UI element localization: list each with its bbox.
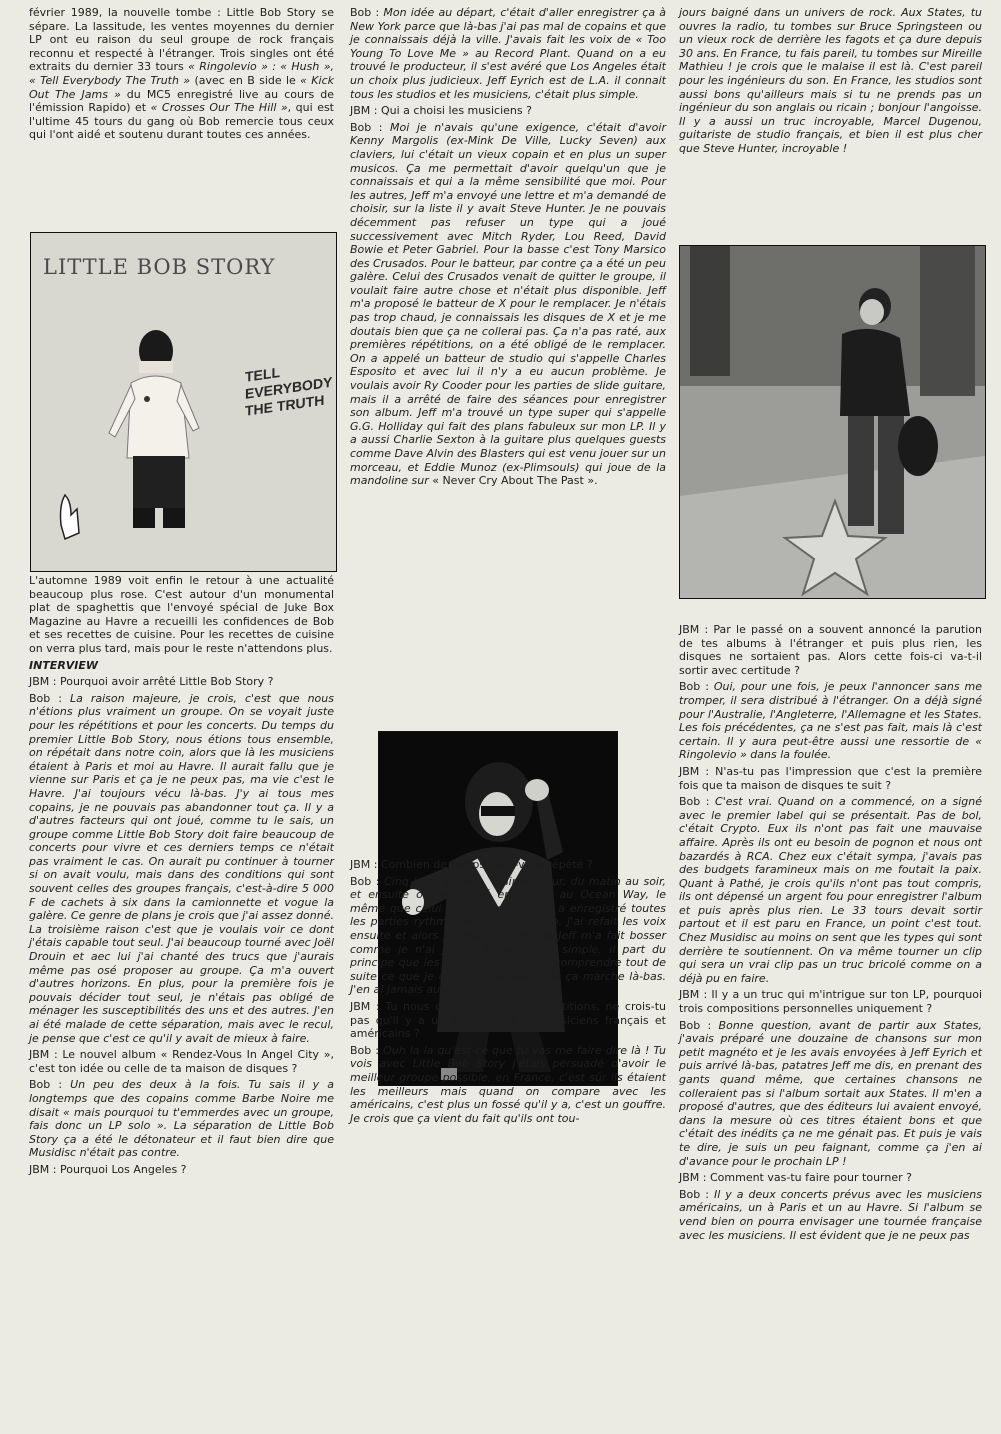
question-8: JBM : N'as-tu pas l'impression que c'est la première fois que ta maison de disques te suit ? — [679, 764, 982, 792]
question-7: JBM : Par le passé on a souvent annoncé la parution de tes albums à l'étranger et puis plus rien, les disques ne sortaient pas. Alors cette fois-ci va-t-il sortir avec certitude ? — [679, 623, 982, 677]
intro-segment: « Crosses Our The Hill » — [150, 101, 288, 115]
column-2 — [350, 6, 666, 491]
question-1: JBM : Pourquoi avoir arrêté Little Bob Story ? — [29, 675, 274, 689]
question-6: JBM : Tu nous dis cinq jours de répétitions, ne crois-tu pas qu'il y a un fossé entre les musiciens français et américains ? — [350, 999, 666, 1041]
intro-segment: « Kick Out The Jams » — [29, 73, 334, 101]
answer-3: Bob : Mon idée au départ, c'était d'aller enregistrer ça à New York parce que là-bas j'ai pas mal de copains et que je connaissais déjà la ville. J'avais fait les voix de « Too Young To Love Me » au Record Plant. Quand on a eu trouvé le producteur, il s'est avéré que Los Angeles était un choix plus judicieux. Jeff Eyrich est de L.A. il connait tous les studios et les musiciens, c'était plus simple. — [350, 6, 666, 101]
interview-heading: INTERVIEW — [29, 658, 99, 672]
question-5: JBM : Combien de temps avez-vous répété ? — [350, 858, 593, 871]
question-10: JBM : Comment vas-tu faire pour tourner ? — [679, 1171, 912, 1185]
question-4: JBM : Qui a choisi les musiciens ? — [350, 104, 532, 118]
question-3: JBM : Pourquoi Los Angeles ? — [29, 1162, 187, 1176]
walk-of-fame-photo — [679, 245, 986, 599]
answer-8: Bob : C'est vrai. Quand on a commencé, on a signé avec le premier label qui se présentait. Pas de bol, c'était Crypto. Eux ils n'ont pas fait une mauvaise affaire. Après ils ont eu besoin de pognon et nous ont bazardés à RCA. Chez eux c'était sympa, j'avais pas des budgets faramineux mais on me foutait la paix. Quant à Pathé, je crois qu'ils n'ont pas tout compris, ils ont dépensé un argent fou pour enregistrer l'album et puis après plus rien. Le 33 tours devait sortir partout et il est paru en France, un point c'est tout. Chez Musidisc au moins on sent que les types qui sont derrière te soutiennent. On va même tourner un clip qui sera un vrai clip pas un truc bricolé comme on a déjà pu en faire. — [679, 795, 982, 985]
intro-segment: , qui est l'ultime 45 tours du gang où Bob remercie tous ceux qui l'ont aidé et soutenu durant toutes ces années. — [29, 101, 334, 142]
column-2-lower — [350, 858, 666, 1128]
intro-segment: du MC5 enregistré live au cours de l'émission Rapido) et — [29, 87, 334, 115]
column-1-lower — [29, 574, 334, 1180]
automne-paragraph: L'automne 1989 voit enfin le retour à une actualité beaucoup plus rose. C'est autour d'un monumental plat de spaghettis que l'envoyé spécial de Juke Box Magazine au Havre a recueilli les confidences de Bob et ses recettes de cuisine. Pour les recettes de cuisine on verra plus tard, mais pour le reste n'attendons plus. — [29, 574, 334, 655]
album-cover-title: LITTLE BOB STORY — [43, 255, 276, 279]
answer-6: Bob : Ouh la la qu'est-ce que tu vas me faire dire là ! Tu vois avec Little Bob Story j'étais persuadé d'avoir le meilleur groupe possible, en France, c'est sûr ils étaient les meilleurs mais quand on compare avec les américains, c'est plus un fossé qu'il y a, c'est un gouffre. Je crois que ça vient du fait qu'ils ont tou- — [350, 1043, 666, 1125]
answer-2: Bob : Un peu des deux à la fois. Tu sais il y a longtemps que des copains comme Barbe Noire me disait « mais pourquoi tu t'emmerdes avec un groupe, fais donc un LP solo ». La séparation de Little Bob Story ça a été le détonateur et il faut bien dire que Musidisc n'était pas contre. — [29, 1078, 334, 1160]
answer-6-continued: jours baigné dans un univers de rock. Aux States, tu ouvres la radio, tu tombes sur Bruce Springsteen ou un vieux rock de derrière les fagots et ça dure depuis 30 ans. En France, tu fais pareil, tu tombes sur Mireille Mathieu ! je crois que le malaise il est là. C'est pareil pour les ingénieurs du son. En France, les studios sont aussi bons qu'ailleurs mais si tu ne prends pas un ingénieur du son anglais ou ricain ; bonjour l'angoisse. Il y a aussi un truc incroyable, Marcel Dugenou, guitariste de studio français, et bien il est plus cher que Steve Hunter, incroyable ! — [679, 6, 982, 155]
answer-10: Bob : Il y a deux concerts prévus avec les musiciens américains, un à Paris et un au Havre. Si l'album se vend bien on pourra envisager une tournée française avec les musiciens. Il est évident que je ne peux pas — [679, 1187, 982, 1242]
walk-of-fame-figure — [680, 246, 985, 598]
answer-4: Bob : Moi je n'avais qu'une exigence, c'était d'avoir Kenny Margolis (ex-Mink De Ville, Lucky Seven) aux claviers, lui c'était un vieux copain et en plus un super musicos. Ça me permettait d'avoir quelqu'un que je connaissais et qui a la même sensibilité que moi. Pour les autres, Jeff m'a envoyé une lettre et m'a demandé de choisir, sur la liste il y avait Steve Hunter. Je ne pouvais décemment pas refuser un type qui a joué successivement avec Mitch Ryder, Lou Reed, David Bowie et Peter Gabriel. Pour la basse c'est Tony Marsico des Crusados. Pour le batteur, par contre ça a été un peu galère. Celui des Crusados venait de quitter le groupe, il voulait faire autre chose et n'était plus disponible. Jeff m'a proposé le batteur de X pour le remplacer. Je n'étais pas trop chaud, je connaissais les disques de X et je me doutais bien que ça ne collerai pas. Ça n'a pas raté, aux premières répétitions, on a été obligé de le remplacer. On a appelé un batteur de studio qui s'appelle Charles Esposito et avec lui il n'y a eu aucun problème. Je voulais avoir Ry Cooder pour les parties de slide guitare, mais il a arrêté de faire des séances pour enregistrer son album. Jeff m'a trouvé un type super qui s'appelle G.G. Holliday qui fait des plans fabuleux sur mon LP. Il y a aussi Charlie Sexton à la guitare plus quelques guests comme Dave Alvin des Blasters qui est venu jouer sur un morceau, et Eddie Munoz (ex-Plimsouls) qui joue de la mandoline sur « Never Cry About The Past ». — [350, 120, 666, 488]
answer-9: Bob : Bonne question, avant de partir aux States, j'avais préparé une douzaine de chansons sur mon petit magnéto et je les avais envoyées à Jeff Eyrich et puis arrivé là-bas, patatres Jeff me dis, en prenant des gants quand même, que certaines chansons ne colleraient pas si l'album sortait aux States. Il m'en a proposé d'autres, que des éditeurs lui avaient envoyé, dans la mesure où ces titres étaient bons et que c'était des inédits ça ne me génait pas. Et puis je vais te dire, je suis un peu faignant, comme ça j'en ai d'avance pour le prochain LP ! — [679, 1018, 982, 1168]
intro-segment: « Ringolevio » : « Hush », « Tell Everybody The Truth » — [29, 60, 334, 87]
answer-1: Bob : La raison majeure, je crois, c'est que nous n'étions plus vraiment un groupe. On se voyait juste pour les répétitions et pour les concerts. Du temps du premier Little Bob Story, nous étions tous ensemble, on répétait dans notre coin, alors que là les musiciens étaient à Paris et moi au Havre. Il aurait fallu que je vienne sur Paris et ça je ne peux pas, ma vie c'est le Havre. J'ai toujours vécu là-bas. J'y ai tous mes copains, je ne pouvais pas abandonner tout ça. Il y a d'autres facteurs qui ont joué, comme tu le sais, un groupe comme Little Bob Story doit faire beaucoup de concerts pour vivre et ces derniers temps ce n'était pas vraiment le cas. On aurait pu continuer à tourner si on avait voulu, mais dans des conditions qui sont souvent celles des groupes français, c'est-à-dire 5 000 F de cachets à six dans la camionnette et vogue la galère. Ce genre de plans je crois que j'ai assez donné. La troisième raison c'est que je voulais voir ce dont j'étais capable tout seul. J'ai beaucoup tourné avec Joël Drouin et aec lui j'ai chanté des trucs que j'aurais même pas osé proposer au groupe. Ça m'a ouvert d'autres horizons. En plus, pour la première fois je pouvais décider tout seul, je n'étais pas obligé de ménager les susceptibilités des uns et des autres. J'en ai été malade de cette séparation, mais avec le recul, je pense que c'est ce qu'il y avait de mieux à faire. — [29, 691, 334, 1045]
intro-segment: février 1989, la nouvelle tombe : Little Bob Story se sépare. La lassitude, les ventes moyennes du dernier LP ont eu raison du seul groupe de rock français reconnu et respecté à l'étranger. Trois singles ont été extraits du dernier 33 tours — [29, 6, 334, 74]
column-3-lower — [679, 623, 982, 1245]
album-cover-photo — [30, 232, 337, 572]
intro-paragraph — [29, 6, 334, 142]
column-3 — [679, 6, 982, 159]
answer-7: Bob : Oui, pour une fois, je peux l'annoncer sans me tromper, il sera distribué à l'étranger. On a déjà signé pour l'Australie, l'Angleterre, l'Allemagne et les States. Les fois précédentes, ça ne s'est pas fait, mais là c'est certain. Il y aura peut-être aussi une ressortie de « Ringolevio » dans la foulée. — [679, 680, 982, 762]
answer-5: Bob : Cinq jours entiers, vraiment dur, du matin au soir, et ensuite on est entré en studio au Ocean Way, le même que celui des Stray Cats. On a enregistré toutes les parties rythmiques live en studio. J'ai refait les voix ensuite et alors je peux te dire que Jeff m'a fait bosser comme je n'ai jamais bossé. C'est simple, il part du principe que les Américains doivent comprendre tout de suite ce que je chante si je veux que ça marche là-bas. J'en ai jamais autant chié. — [350, 874, 666, 997]
album-cover-side-text: TELL EVERYBODY THE TRUTH — [245, 364, 333, 419]
question-9: JBM : Il y a un truc qui m'intrigue sur ton LP, pourquoi trois compositions personnelles uniquement ? — [679, 988, 982, 1016]
intro-segment: (avec en B side le — [190, 73, 301, 87]
column-1 — [29, 6, 334, 145]
question-2: JBM : Le nouvel album « Rendez-Vous In Angel City », c'est ton idée ou celle de ta maison de disques ? — [29, 1048, 334, 1075]
